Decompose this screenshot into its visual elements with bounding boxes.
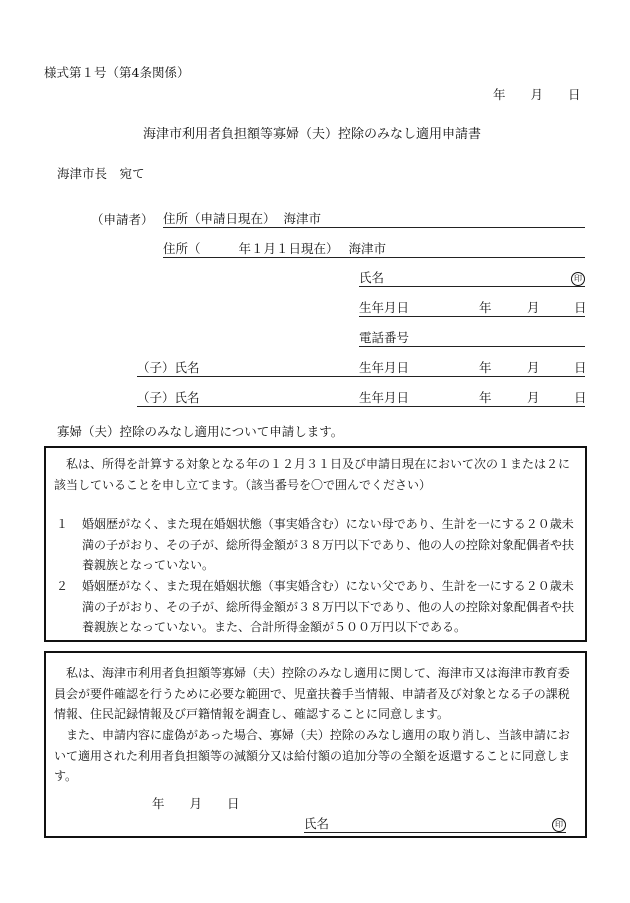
current-address-label: 住所（申請日現在）	[163, 211, 276, 226]
child-birth-month: 月	[527, 390, 540, 405]
declaration-box	[44, 446, 587, 642]
child-name-label: （子）氏名	[137, 360, 200, 375]
current-address-city: 海津市	[283, 211, 322, 226]
birth-year-label: 年	[479, 300, 492, 315]
document-title: 海津市利用者負担額等寡婦（夫）控除のみなし適用申請書	[143, 127, 482, 142]
child-birth-day: 日	[574, 390, 587, 405]
applicant-phone-field[interactable]	[359, 332, 585, 347]
consent-date-label: 年 月 日	[152, 796, 240, 811]
declaration-item-text: 婚姻歴がなく、また現在婚姻状態（事実婚含む）にない母であり、生計を一にする２０歳未満の子がおり、その子が、総所得金額が３８万円以下であり、他の人の控除対象配偶者や扶養親族となっていない。	[82, 517, 575, 572]
applicant-phone-label: 電話番号	[359, 330, 410, 345]
submission-date-label: 年 月 日	[493, 87, 581, 102]
child-birth-day: 日	[574, 360, 587, 375]
child-birth-year: 年	[479, 360, 492, 375]
consent-name-label: 氏名	[304, 816, 330, 831]
applicant-name-field[interactable]	[359, 272, 585, 287]
seal-icon: 印	[552, 818, 566, 832]
request-sentence: 寡婦（夫）控除のみなし適用について申請します。	[57, 424, 344, 439]
birth-day-label: 日	[574, 300, 587, 315]
consent-paragraph-1: 私は、海津市利用者負担額等寡婦（夫）控除のみなし適用に関して、海津市又は海津市教育委員会が要件確認を行うために必要な範囲で、児童扶養手当情報、申請者及び対象となる子の課税情報、住民記録情報及び戸籍情報を調査し、確認することに同意します。	[54, 666, 570, 721]
child-name-label: （子）氏名	[137, 390, 200, 405]
declaration-intro: 私は、所得を計算する対象となる年の１２月３１日及び申請日現在において次の１または２に該当していることを申し立てます。（該当番号を〇で囲んでください）	[54, 457, 571, 492]
child-birthdate-label: 生年月日	[359, 390, 410, 405]
child-name-field[interactable]	[137, 362, 585, 377]
jan1-address-field[interactable]	[163, 243, 585, 258]
jan1-address-city: 海津市	[348, 241, 387, 256]
consent-name-field[interactable]	[304, 818, 566, 833]
consent-box	[44, 651, 587, 838]
declaration-item-number: ２	[56, 579, 69, 593]
addressee: 海津市長 宛て	[57, 166, 145, 181]
jan1-address-label-post: 年１月１日現在）	[238, 241, 339, 256]
child-birth-month: 月	[527, 360, 540, 375]
declaration-item-number: １	[56, 517, 69, 531]
seal-icon: 印	[571, 272, 585, 286]
applicant-birthdate-label: 生年月日	[359, 300, 410, 315]
consent-paragraph-2: また、申請内容に虚偽があった場合、寡婦（夫）控除のみなし適用の取り消し、当該申請において適用された利用者負担額等の減額分又は給付額の追加分等の全額を返還することに同意します。	[54, 728, 571, 783]
applicant-name-label: 氏名	[359, 270, 385, 285]
birth-month-label: 月	[527, 300, 540, 315]
jan1-address-label-pre: 住所（	[163, 241, 201, 256]
child-birth-year: 年	[479, 390, 492, 405]
applicant-label: （申請者）	[91, 212, 154, 227]
child-birthdate-label: 生年月日	[359, 360, 410, 375]
applicant-birthdate-field[interactable]	[359, 302, 585, 317]
current-address-field[interactable]	[163, 213, 585, 228]
declaration-item-text: 婚姻歴がなく、また現在婚姻状態（事実婚含む）にない父であり、生計を一にする２０歳未満の子がおり、その子が、総所得金額が３８万円以下であり、他の人の控除対象配偶者や扶養親族となっていない。また、合計所得金額が５００万円以下である。	[82, 579, 575, 634]
form-number: 様式第１号（第4条関係）	[44, 65, 190, 80]
child-name-field[interactable]	[137, 392, 585, 407]
